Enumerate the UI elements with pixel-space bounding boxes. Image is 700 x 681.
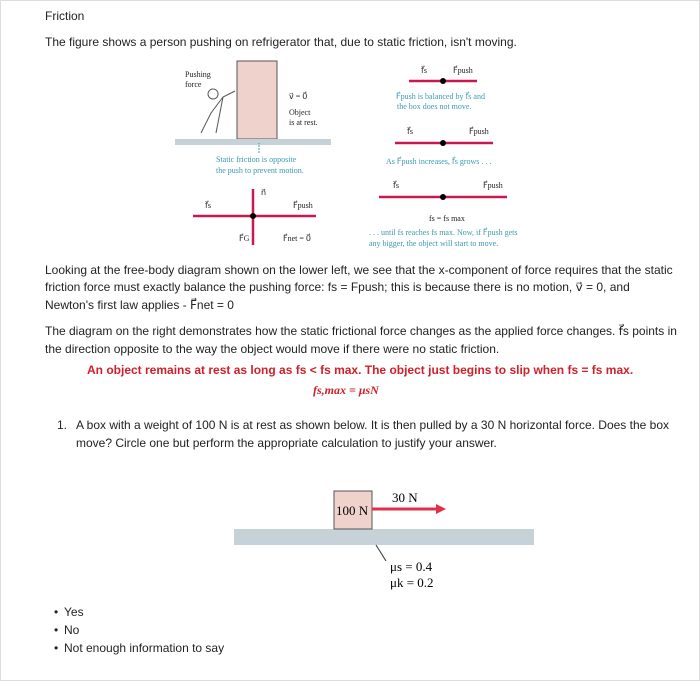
para2-line1: The diagram on the right demonstrates how the static frictional force changes as the applied force changes. f⃗s points in bbox=[45, 324, 677, 338]
option-yes[interactable]: • Yes bbox=[64, 605, 84, 619]
option-no[interactable]: • No bbox=[64, 623, 79, 637]
page-title: Friction bbox=[45, 9, 85, 23]
rule-text: An object remains at rest as long as fs < fs max. The object just begins to slip when fs = fs max. bbox=[87, 363, 634, 377]
n-label: n⃗ bbox=[261, 188, 267, 197]
label-force: force bbox=[185, 80, 202, 89]
fs-label: f⃗s bbox=[205, 201, 211, 210]
mu-k: μk = 0.2 bbox=[390, 575, 434, 590]
refrigerator bbox=[237, 61, 277, 139]
fpush-label-3: F⃗push bbox=[483, 181, 503, 190]
caption-3: . . . until fs reaches fs max. Now, if F⃗push gets bbox=[369, 228, 518, 237]
label-pushing: Pushing bbox=[185, 70, 211, 79]
para1-line1: Looking at the free-body diagram shown on the lower left, we see that the x-component of force requires that the static bbox=[45, 263, 673, 277]
right-diagrams bbox=[369, 65, 518, 248]
fnet-label: F⃗net = 0⃗ bbox=[283, 234, 311, 243]
option-not-enough-info[interactable]: • Not enough information to say bbox=[64, 641, 224, 655]
floor bbox=[234, 529, 534, 545]
fsmax-eq: fs = fs max bbox=[429, 214, 465, 223]
free-body-diagram bbox=[193, 188, 316, 245]
object-label: Object bbox=[289, 108, 311, 117]
fs-label-3: f⃗s bbox=[393, 181, 399, 190]
caption-3b: any bigger, the object will start to move. bbox=[369, 239, 499, 248]
box-figure bbox=[226, 481, 536, 596]
fg-label: F⃗G bbox=[239, 234, 250, 243]
intro-text: The figure shows a person pushing on refrigerator that, due to static friction, isn't moving. bbox=[45, 35, 517, 49]
question-line2: move? Circle one but perform the appropriate calculation to justify your answer. bbox=[76, 436, 497, 450]
object-label-2: is at rest. bbox=[289, 118, 318, 127]
fpush-label-2: F⃗push bbox=[469, 127, 489, 136]
force-label: 30 N bbox=[392, 490, 418, 505]
friction-figure bbox=[171, 53, 551, 253]
caption-1b: the box does not move. bbox=[397, 102, 472, 111]
mu-s: μs = 0.4 bbox=[390, 559, 433, 574]
question-line1: A box with a weight of 100 N is at rest as shown below. It is then pulled by a 30 N horizontal force. Does the box bbox=[76, 418, 669, 432]
fpush-label-1: F⃗push bbox=[453, 66, 473, 75]
fs-label-2: f⃗s bbox=[407, 127, 413, 136]
box-weight: 100 N bbox=[336, 503, 369, 518]
floor bbox=[175, 139, 331, 145]
para1-line2: friction force must exactly balance the pushing force: fs = Fpush; this is because there is no motion, v⃗ = 0, and bbox=[45, 280, 630, 294]
velocity-label: v⃗ = 0⃗ bbox=[289, 92, 308, 101]
caption-1: F⃗push is balanced by f⃗s and bbox=[396, 92, 485, 101]
static-caption-2: the push to prevent motion. bbox=[216, 166, 304, 175]
question-number: 1. bbox=[57, 418, 68, 432]
para2-line2: the direction opposite to the way the object would move if there were no static friction. bbox=[45, 342, 500, 356]
static-caption: Static friction is opposite bbox=[216, 155, 297, 164]
fs-label-1: f⃗s bbox=[421, 66, 427, 75]
person-icon bbox=[201, 89, 235, 133]
fpush-label: F⃗push bbox=[293, 201, 313, 210]
para1-line3: Newton's first law applies - F⃗net = 0 bbox=[45, 298, 234, 312]
caption-2: As F⃗push increases, f⃗s grows . . . bbox=[386, 157, 492, 166]
formula: fs,max = μsN bbox=[313, 383, 379, 397]
